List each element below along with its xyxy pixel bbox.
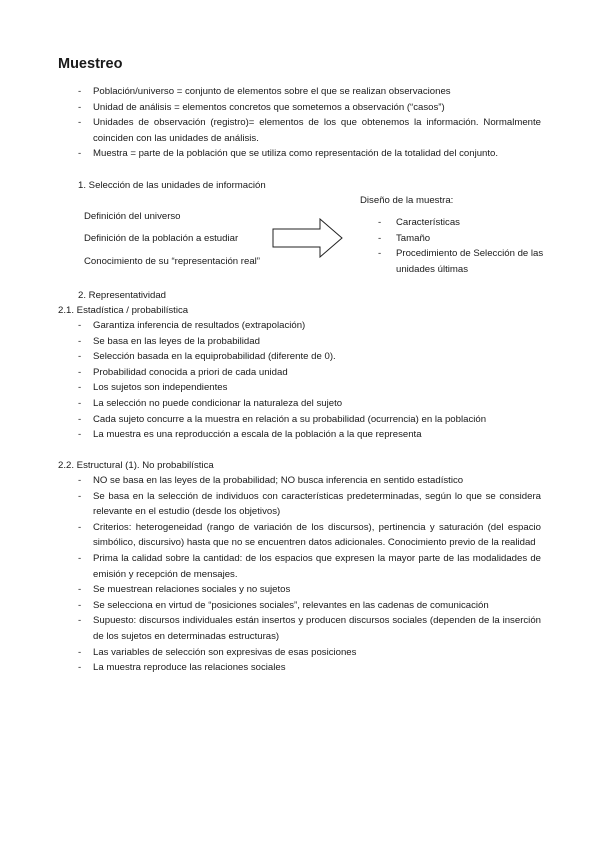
structural-list-block xyxy=(58,473,541,676)
section1-heading: 1. Selección de las unidades de información xyxy=(78,180,266,191)
list-item: - Criterios: heterogeneidad (rango de variación de los discursos), pertinencia y saturación (del espacio simbólico, discursivo) hasta que no se encuentren datos adicionales. Conocimiento previo de la realidad xyxy=(58,520,541,551)
list-item: - Se selecciona en virtud de “posiciones sociales”, relevantes en las cadenas de comunicación xyxy=(58,598,541,614)
list-item: - Cada sujeto concurre a la muestra en relación a su probabilidad (ocurrencia) en la población xyxy=(58,412,541,428)
sample-design-title: Diseño de la muestra: xyxy=(360,195,454,206)
real-representation: Conocimiento de su “representación real” xyxy=(84,256,260,267)
page-title: Muestreo xyxy=(58,56,123,72)
list-item: - La muestra reproduce las relaciones sociales xyxy=(58,660,541,676)
list-item: - Unidad de análisis = elementos concretos que sometemos a observación (“casos”) xyxy=(58,100,541,116)
probabilistic-list xyxy=(58,318,541,443)
list-item: - Los sujetos son independientes xyxy=(58,380,541,396)
section2-heading: 2. Representatividad xyxy=(78,290,166,301)
list-item: - Tamaño xyxy=(378,231,548,247)
list-item: - Prima la calidad sobre la cantidad: de los espacios que expresen la mayor parte de las modalidades de emisión y recepción de mensajes. xyxy=(58,551,541,582)
list-item: - NO se basa en las leyes de la probabilidad; NO busca inferencia en sentido estadístico xyxy=(58,473,541,489)
subsection-2-2-heading: 2.2. Estructural (1). No probabilística xyxy=(58,460,214,471)
list-item: - Muestra = parte de la población que se utiliza como representación de la totalidad del conjunto. xyxy=(58,146,541,162)
list-item: - La selección no puede condicionar la naturaleza del sujeto xyxy=(58,396,541,412)
right-arrow-icon xyxy=(272,218,344,258)
intro-list xyxy=(58,84,541,162)
intro-list-block xyxy=(58,84,541,162)
list-item: - Se basa en las leyes de la probabilidad xyxy=(58,334,541,350)
list-item: - Selección basada en la equiprobabilidad (diferente de 0). xyxy=(58,349,541,365)
list-item: - Probabilidad conocida a priori de cada unidad xyxy=(58,365,541,381)
list-item: - Las variables de selección son expresivas de esas posiciones xyxy=(58,645,541,661)
list-item: - Unidades de observación (registro)= elementos de los que obtenemos la información. Normalmente coinciden con las unidades de análisis. xyxy=(58,115,541,146)
list-item: - Se basa en la selección de individuos con características predeterminadas, según lo que se considera relevante en el estudio (desde los objetivos) xyxy=(58,489,541,520)
list-item: - Garantiza inferencia de resultados (extrapolación) xyxy=(58,318,541,334)
subsection-2-1-heading: 2.1. Estadística / probabilística xyxy=(58,305,189,316)
probabilistic-list-block xyxy=(58,318,541,443)
sample-design-list xyxy=(378,215,548,277)
structural-list xyxy=(58,473,541,676)
list-item: - Procedimiento de Selección de las unidades últimas xyxy=(378,246,548,277)
universe-definition: Definición del universo xyxy=(84,211,181,222)
list-item: - Se muestrean relaciones sociales y no sujetos xyxy=(58,582,541,598)
list-item: - Características xyxy=(378,215,548,231)
list-item: - La muestra es una reproducción a escala de la población a la que representa xyxy=(58,427,541,443)
population-definition: Definición de la población a estudiar xyxy=(84,233,239,244)
list-item: - Supuesto: discursos individuales están insertos y producen discursos sociales (dependen de la inserción de los sujetos en determinadas estructuras) xyxy=(58,613,541,644)
sample-design-list-block xyxy=(378,215,548,277)
list-item: - Población/universo = conjunto de elementos sobre el que se realizan observaciones xyxy=(58,84,541,100)
